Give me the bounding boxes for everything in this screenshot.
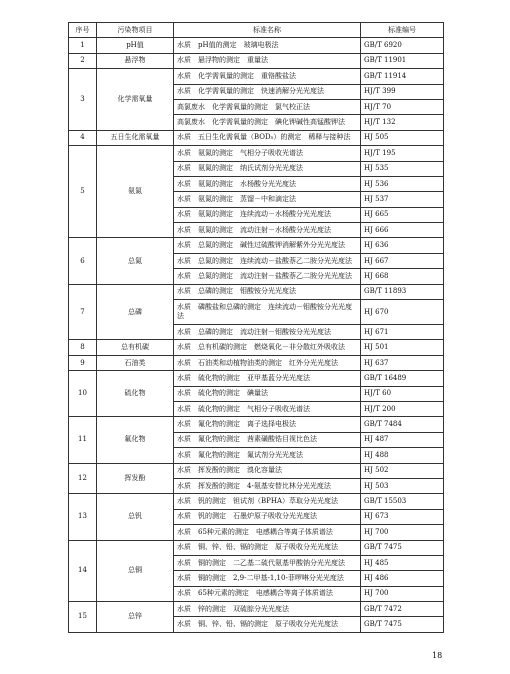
standard-code: HJ 488 [361, 448, 444, 463]
row-number: 9 [69, 355, 97, 370]
standard-code: HJ/T 60 [361, 386, 444, 401]
standard-code: GB/T 16489 [361, 371, 444, 386]
standard-code: HJ 636 [361, 238, 444, 253]
standard-name: 水质 氟化物的测定 茜素磺酸锆目视比色法 [174, 432, 361, 447]
standard-name: 水质 挥发酚的测定 4-氨基安替比林分光光度法 [174, 478, 361, 493]
table-row [69, 38, 444, 53]
standard-code: HJ 666 [361, 223, 444, 238]
table-row [69, 371, 444, 386]
table-row [69, 146, 444, 161]
standard-name: 水质 65种元素的测定 电感耦合等离子体质谱法 [174, 586, 361, 601]
standard-code: GB/T 11901 [361, 53, 444, 68]
standard-name: 水质 氨氮的测定 流动注射－水杨酸分光光度法 [174, 223, 361, 238]
table-row [69, 238, 444, 253]
standard-code: GB/T 6920 [361, 38, 444, 53]
standard-name: 水质 总氮的测定 碱性过硫酸钾消解紫外分光光度法 [174, 238, 361, 253]
standard-name: 水质 磷酸盐和总磷的测定 连续流动－钼酸铵分光光度法 [174, 300, 361, 325]
table-header-row [69, 23, 444, 38]
standard-code: HJ 486 [361, 571, 444, 586]
pollutant-name: 氟化物 [97, 417, 174, 463]
standard-name: 水质 钒的测定 钽试剂（BPHA）萃取分光光度法 [174, 494, 361, 509]
standard-name: 水质 65种元素的测定 电感耦合等离子体质谱法 [174, 525, 361, 540]
row-number: 12 [69, 463, 97, 494]
standard-name: 水质 硫化物的测定 碘量法 [174, 386, 361, 401]
standard-code: HJ/T 132 [361, 115, 444, 130]
row-number: 1 [69, 38, 97, 53]
standard-name: 水质 氨氮的测定 纳氏试剂分光光度法 [174, 161, 361, 176]
table-row [69, 69, 444, 84]
standard-name: 水质 氨氮的测定 水杨酸分光光度法 [174, 176, 361, 191]
standard-code: GB/T 11914 [361, 69, 444, 84]
standard-code: HJ 700 [361, 586, 444, 601]
standard-name: 水质 氟化物的测定 氟试剂分光光度法 [174, 448, 361, 463]
standard-name: 水质 pH值的测定 玻璃电极法 [174, 38, 361, 53]
pollutant-name: 悬浮物 [97, 53, 174, 68]
pollutant-name: 石油类 [97, 355, 174, 370]
pollutant-name: 总锌 [97, 602, 174, 633]
pollutant-name: 五日生化需氧量 [97, 130, 174, 145]
standard-name: 水质 铜的测定 2,9-二甲基-1,10-菲啰啉分光光度法 [174, 571, 361, 586]
standard-name: 水质 总磷的测定 钼酸铵分光光度法 [174, 284, 361, 299]
standard-code: HJ 670 [361, 300, 444, 325]
pollutant-name: 挥发酚 [97, 463, 174, 494]
standard-code: HJ 673 [361, 509, 444, 524]
standard-code: HJ 668 [361, 269, 444, 284]
table-row [69, 494, 444, 509]
standard-name: 水质 石油类和动植物油类的测定 红外分光光度法 [174, 355, 361, 370]
standard-code: HJ 665 [361, 207, 444, 222]
row-number: 13 [69, 494, 97, 540]
row-number: 2 [69, 53, 97, 68]
header-standard-name: 标准名称 [174, 23, 361, 38]
row-number: 5 [69, 146, 97, 238]
standard-code: HJ 667 [361, 253, 444, 268]
standard-code: HJ/T 200 [361, 401, 444, 416]
standard-code: HJ 535 [361, 161, 444, 176]
standard-name: 水质 化学需氧量的测定 重铬酸盐法 [174, 69, 361, 84]
table-row [69, 417, 444, 432]
standard-code: HJ 501 [361, 340, 444, 355]
pollutant-name: 总有机碳 [97, 340, 174, 355]
standard-name: 水质 挥发酚的测定 溴化容量法 [174, 463, 361, 478]
standard-code: GB/T 11893 [361, 284, 444, 299]
standard-code: HJ/T 195 [361, 146, 444, 161]
standard-name: 水质 锌的测定 双硫腙分光光度法 [174, 602, 361, 617]
pollutant-name: 总钒 [97, 494, 174, 540]
standard-name: 水质 氨氮的测定 气相分子吸收光谱法 [174, 146, 361, 161]
standard-name: 水质 总氮的测定 流动注射－盐酸萘乙二胺分光光度法 [174, 269, 361, 284]
row-number: 14 [69, 540, 97, 602]
row-number: 7 [69, 284, 97, 340]
header-no: 序号 [69, 23, 97, 38]
standard-name: 水质 总磷的测定 流动注射－钼酸铵分光光度法 [174, 325, 361, 340]
row-number: 8 [69, 340, 97, 355]
standard-name: 水质 悬浮物的测定 重量法 [174, 53, 361, 68]
standard-code: GB/T 7484 [361, 417, 444, 432]
table-row [69, 540, 444, 555]
standard-name: 水质 总氮的测定 连续流动－盐酸萘乙二胺分光光度法 [174, 253, 361, 268]
standard-name: 水质 氨氮的测定 连续流动－水杨酸分光光度法 [174, 207, 361, 222]
standard-code: GB/T 7472 [361, 602, 444, 617]
standard-name: 水质 五日生化需氧量（BOD₅）的测定 稀释与接种法 [174, 130, 361, 145]
standard-code: HJ 671 [361, 325, 444, 340]
table-row [69, 284, 444, 299]
standard-name: 高氯废水 化学需氧量的测定 碘化钾碱性高锰酸钾法 [174, 115, 361, 130]
row-number: 4 [69, 130, 97, 145]
standard-name: 水质 钒的测定 石墨炉原子吸收分光光度法 [174, 509, 361, 524]
standard-name: 水质 硫化物的测定 亚甲基蓝分光光度法 [174, 371, 361, 386]
standard-code: HJ 700 [361, 525, 444, 540]
table-row [69, 53, 444, 68]
table-body [69, 38, 444, 632]
row-number: 11 [69, 417, 97, 463]
standard-name: 水质 铜、锌、铅、镉的测定 原子吸收分光光度法 [174, 617, 361, 632]
standard-code: HJ 487 [361, 432, 444, 447]
pollutant-name: pH值 [97, 38, 174, 53]
pollutant-name: 氨氮 [97, 146, 174, 238]
pollutant-name: 总氮 [97, 238, 174, 284]
table-row [69, 130, 444, 145]
standard-name: 水质 硫化物的测定 气相分子吸收光谱法 [174, 401, 361, 416]
table-row [69, 602, 444, 617]
standard-name: 水质 铜的测定 二乙基二硫代氨基甲酸钠分光光度法 [174, 555, 361, 570]
table-row [69, 463, 444, 478]
standard-name: 水质 化学需氧量的测定 快速消解分光光度法 [174, 84, 361, 99]
standard-code: HJ 637 [361, 355, 444, 370]
standard-code: HJ 503 [361, 478, 444, 493]
standard-code: HJ/T 70 [361, 99, 444, 114]
standard-code: HJ 536 [361, 176, 444, 191]
table-row [69, 340, 444, 355]
standard-code: HJ 485 [361, 555, 444, 570]
standard-name: 水质 铜、锌、铅、镉的测定 原子吸收分光光度法 [174, 540, 361, 555]
standard-code: HJ/T 399 [361, 84, 444, 99]
standard-code: GB/T 15503 [361, 494, 444, 509]
row-number: 15 [69, 602, 97, 633]
pollutant-name: 总磷 [97, 284, 174, 340]
header-pollutant: 污染物项目 [97, 23, 174, 38]
standard-name: 水质 氟化物的测定 离子选择电极法 [174, 417, 361, 432]
page-number: 18 [432, 651, 443, 660]
row-number: 10 [69, 371, 97, 417]
row-number: 6 [69, 238, 97, 284]
standard-code: GB/T 7475 [361, 540, 444, 555]
standard-name: 水质 氨氮的测定 蒸馏－中和滴定法 [174, 192, 361, 207]
standard-name: 高氯废水 化学需氧量的测定 氯气校正法 [174, 99, 361, 114]
row-number: 3 [69, 69, 97, 131]
pollutant-name: 总铜 [97, 540, 174, 602]
standards-table [68, 22, 444, 633]
standard-name: 水质 总有机碳的测定 燃烧氧化－非分散红外吸收法 [174, 340, 361, 355]
pollutant-name: 硫化物 [97, 371, 174, 417]
standard-code: HJ 502 [361, 463, 444, 478]
table-row [69, 355, 444, 370]
header-standard-code: 标准编号 [361, 23, 444, 38]
standard-code: GB/T 7475 [361, 617, 444, 632]
standard-code: HJ 537 [361, 192, 444, 207]
pollutant-name: 化学需氧量 [97, 69, 174, 131]
standard-code: HJ 505 [361, 130, 444, 145]
